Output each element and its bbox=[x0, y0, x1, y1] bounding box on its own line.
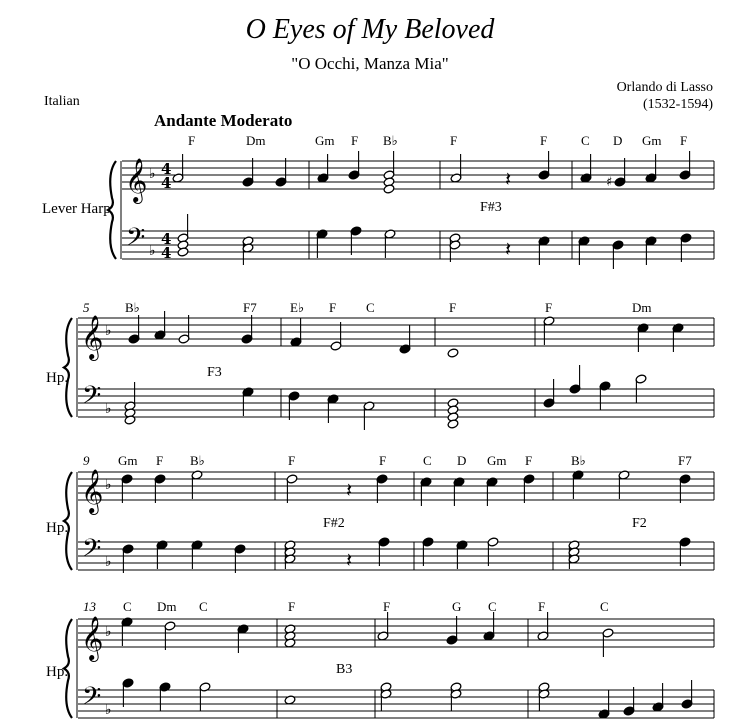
brace bbox=[64, 619, 72, 718]
quarter-rest-icon: 𝄽 bbox=[505, 167, 512, 191]
chord-symbol: Gm bbox=[642, 133, 662, 148]
note-head bbox=[447, 348, 459, 358]
chord-symbol: F bbox=[450, 133, 458, 148]
piece-subtitle: "O Occhi, Manza Mia" bbox=[291, 54, 449, 73]
flat-icon: ♭ bbox=[105, 323, 112, 339]
bass-clef-icon: 𝄢 bbox=[82, 534, 102, 569]
chord-symbol: C bbox=[199, 599, 208, 614]
time-signature-numeral: 4 bbox=[161, 174, 172, 192]
chord-symbol: D bbox=[457, 453, 467, 468]
measure-number: 13 bbox=[83, 599, 96, 614]
chord-symbol: F bbox=[288, 453, 296, 468]
chord-symbol: C bbox=[123, 599, 132, 614]
instrument-name-short: Hp. bbox=[46, 370, 69, 386]
chord-symbol: C bbox=[581, 133, 590, 148]
chord-symbol: Dm bbox=[632, 300, 652, 315]
piece-title: O Eyes of My Beloved bbox=[245, 14, 495, 45]
chord-symbol: F bbox=[680, 133, 688, 148]
time-signature-numeral: 4 bbox=[161, 230, 172, 248]
instrument-name-short: Hp. bbox=[46, 520, 69, 536]
chord-symbol: B♭ bbox=[125, 300, 140, 315]
bass-clef-icon: 𝄢 bbox=[82, 682, 102, 717]
quarter-rest-icon: 𝄽 bbox=[346, 548, 353, 572]
lever-change-marking: F#3 bbox=[480, 200, 502, 215]
quarter-rest-icon: 𝄽 bbox=[505, 237, 512, 261]
chord-symbol: C bbox=[423, 453, 432, 468]
flat-icon: ♭ bbox=[105, 554, 112, 570]
language-label: Italian bbox=[44, 94, 80, 109]
chord-symbol: F bbox=[156, 453, 164, 468]
brace bbox=[108, 161, 116, 259]
chord-symbol: Dm bbox=[157, 599, 177, 614]
treble-clef-icon: 𝄞 bbox=[81, 469, 104, 513]
bass-clef-icon: 𝄢 bbox=[126, 223, 146, 258]
instrument-name-full: Lever Harp bbox=[42, 201, 111, 217]
sharp-icon: ♯ bbox=[606, 175, 613, 190]
treble-clef-icon: 𝄞 bbox=[81, 315, 104, 359]
chord-symbol: C bbox=[600, 599, 609, 614]
chord-symbol: Dm bbox=[246, 133, 266, 148]
chord-symbol: Gm bbox=[315, 133, 335, 148]
lever-change-marking: F3 bbox=[207, 365, 222, 380]
measure-number: 9 bbox=[83, 453, 90, 468]
chord-symbol: F bbox=[188, 133, 196, 148]
chord-symbol: F7 bbox=[243, 300, 257, 315]
chord-symbol: F bbox=[538, 599, 546, 614]
composer-dates: (1532-1594) bbox=[643, 97, 713, 112]
composer-name: Orlando di Lasso bbox=[616, 80, 713, 95]
lever-change-marking: F2 bbox=[632, 516, 647, 531]
chord-symbol: B♭ bbox=[190, 453, 205, 468]
chord-symbol: C bbox=[488, 599, 497, 614]
chord-symbol: B♭ bbox=[383, 133, 398, 148]
treble-clef-icon: 𝄞 bbox=[125, 158, 148, 202]
brace bbox=[64, 318, 72, 417]
lever-change-marking: B3 bbox=[336, 662, 353, 677]
chord-symbol: F bbox=[379, 453, 387, 468]
flat-icon: ♭ bbox=[105, 624, 112, 640]
chord-symbol: F bbox=[351, 133, 359, 148]
chord-symbol: G bbox=[452, 599, 462, 614]
chord-symbol: F bbox=[288, 599, 296, 614]
chord-symbol: C bbox=[366, 300, 375, 315]
chord-symbol: D bbox=[613, 133, 623, 148]
chord-symbol: F bbox=[540, 133, 548, 148]
quarter-rest-icon: 𝄽 bbox=[346, 478, 353, 502]
time-signature-numeral: 4 bbox=[161, 160, 172, 178]
chord-symbol: F bbox=[449, 300, 457, 315]
chord-symbol: B♭ bbox=[571, 453, 586, 468]
flat-icon: ♭ bbox=[105, 477, 112, 493]
chord-symbol: Gm bbox=[118, 453, 138, 468]
flat-icon: ♭ bbox=[149, 166, 156, 182]
time-signature-numeral: 4 bbox=[161, 244, 172, 262]
flat-icon: ♭ bbox=[149, 243, 156, 259]
lever-change-marking: F#2 bbox=[323, 516, 345, 531]
chord-symbol: F bbox=[545, 300, 553, 315]
tempo-marking: Andante Moderato bbox=[154, 111, 293, 130]
chord-symbol: Gm bbox=[487, 453, 507, 468]
flat-icon: ♭ bbox=[105, 401, 112, 417]
chord-symbol: F7 bbox=[678, 453, 692, 468]
chord-symbol: F bbox=[383, 599, 391, 614]
flat-icon: ♭ bbox=[105, 702, 112, 718]
measure-number: 5 bbox=[83, 300, 90, 315]
chord-symbol: F bbox=[329, 300, 337, 315]
bass-clef-icon: 𝄢 bbox=[82, 381, 102, 416]
instrument-name-short: Hp. bbox=[46, 664, 69, 680]
chord-symbol: F bbox=[525, 453, 533, 468]
treble-clef-icon: 𝄞 bbox=[81, 616, 104, 660]
brace bbox=[64, 472, 72, 570]
chord-symbol: E♭ bbox=[290, 300, 305, 315]
